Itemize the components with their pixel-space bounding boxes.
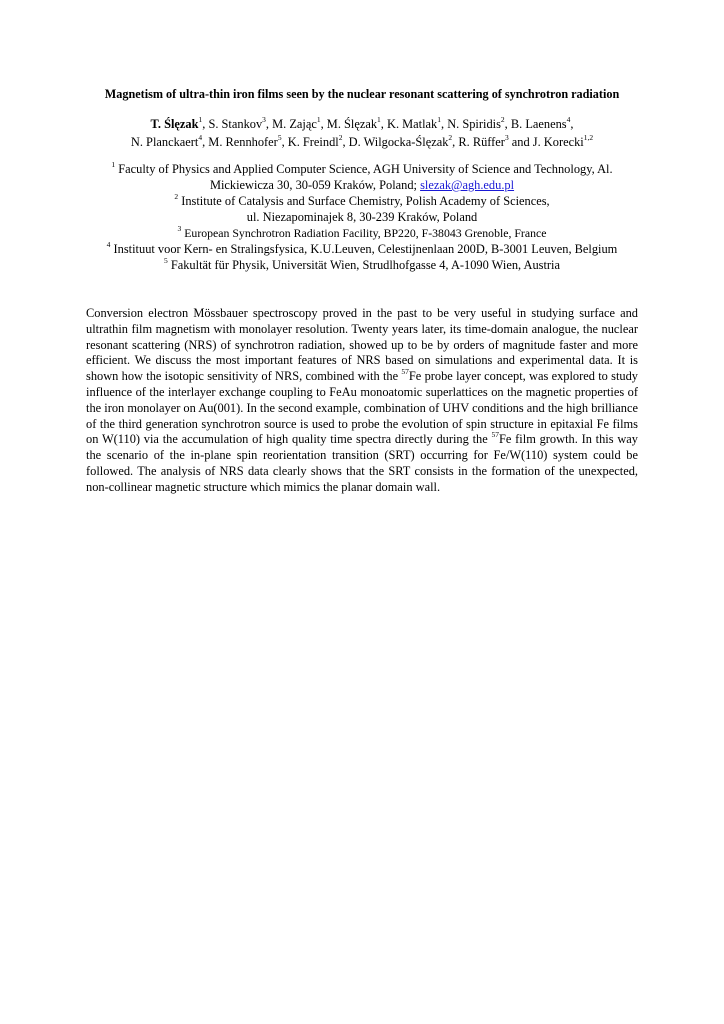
abstract-text: Conversion electron Mössbauer spectroscopy proved in the past to be very useful in studying surface and ultrathin film magnetism with monolayer resolution. Twenty years later, its time-domain analogue, the nuclear resonant scattering (NRS) of synchrotron radiation, showed up to be by orders of magnitude faster and more efficient. We discuss the most important features of NRS based on simulations and experimental data. It is shown how the isotopic sensitivity of NRS, combined with the $^{57}$Fe probe layer concept, was explored to study influence of the interlayer exchange coupling to FeAu monoatomic superlattices on the magnetic properties of the iron monolayer on Au(001). In the second example, combination of UHV conditions and the high brilliance of the third generation synchrotron source is used to probe the evolution of spin structure in epitaxial Fe films on W(110) via the accumulation of high quality time spectra directly during the $^{57}$Fe film growth. In this way the scenario of the in-plane spin reorientation transition (SRT) occurring for Fe/W(110) system could be followed. The analysis of NRS data clearly shows that the SRT consists in the formation of the unexpected, non-collinear magnetic structure which mimics the planar domain wall. <box>86 306 638 494</box>
affiliation-list <box>86 161 638 273</box>
author: S. Stankov$^3$, <box>208 114 273 131</box>
author: D. Wilgocka-Ślęzak$^2$, <box>348 132 459 149</box>
author: R. Rüffer$^3$ and <box>458 132 533 149</box>
author: T. Ślęzak$^1$, <box>150 114 209 131</box>
author-list <box>86 115 638 151</box>
author: J. Korecki$^{1,2}$ <box>532 132 594 149</box>
author: K. Freindl$^2$, <box>287 132 349 149</box>
affiliation-2: $^2$ Institute of Catalysis and Surface Chemistry, Polish Academy of Sciences, ul. Niezapominajek 8, 30-239 Kraków, Poland <box>174 191 550 224</box>
author: N. Spiridis$^2$, <box>447 114 511 131</box>
author: K. Matlak$^1$, <box>387 114 448 131</box>
author: M. Ślęzak$^1$, <box>326 114 387 131</box>
affiliation-4: $^4$ Instituut voor Kern- en Stralingsfysica, K.U.Leuven, Celestijnenlaan 200D, B-3001 Leuven, Belgium <box>106 239 618 256</box>
author: N. Planckaert$^4$, <box>130 132 209 149</box>
paper-page <box>86 86 638 496</box>
author: B. Laenens$^4$, <box>510 114 574 131</box>
author: M. Zając$^1$, <box>272 114 327 131</box>
affiliation-3: $^3$ European Synchrotron Radiation Facility, BP220, F-38043 Grenoble, France <box>177 224 547 240</box>
affiliation-5: $^5$ Fakultät für Physik, Universität Wien, Strudlhofgasse 4, A-1090 Wien, Austria <box>163 255 560 272</box>
author: M. Rennhofer$^5$, <box>208 132 288 149</box>
affiliation-1: $^1$ Faculty of Physics and Applied Computer Science, AGH University of Science and Technology, Al. Mickiewicza 30, 30-059 Kraków, Poland; slezak@agh.edu.pl <box>111 159 613 192</box>
email-link[interactable]: slezak@agh.edu.pl <box>420 178 515 192</box>
paper-title: Magnetism of ultra-thin iron films seen by the nuclear resonant scattering of synchrotron radiation <box>104 87 620 101</box>
